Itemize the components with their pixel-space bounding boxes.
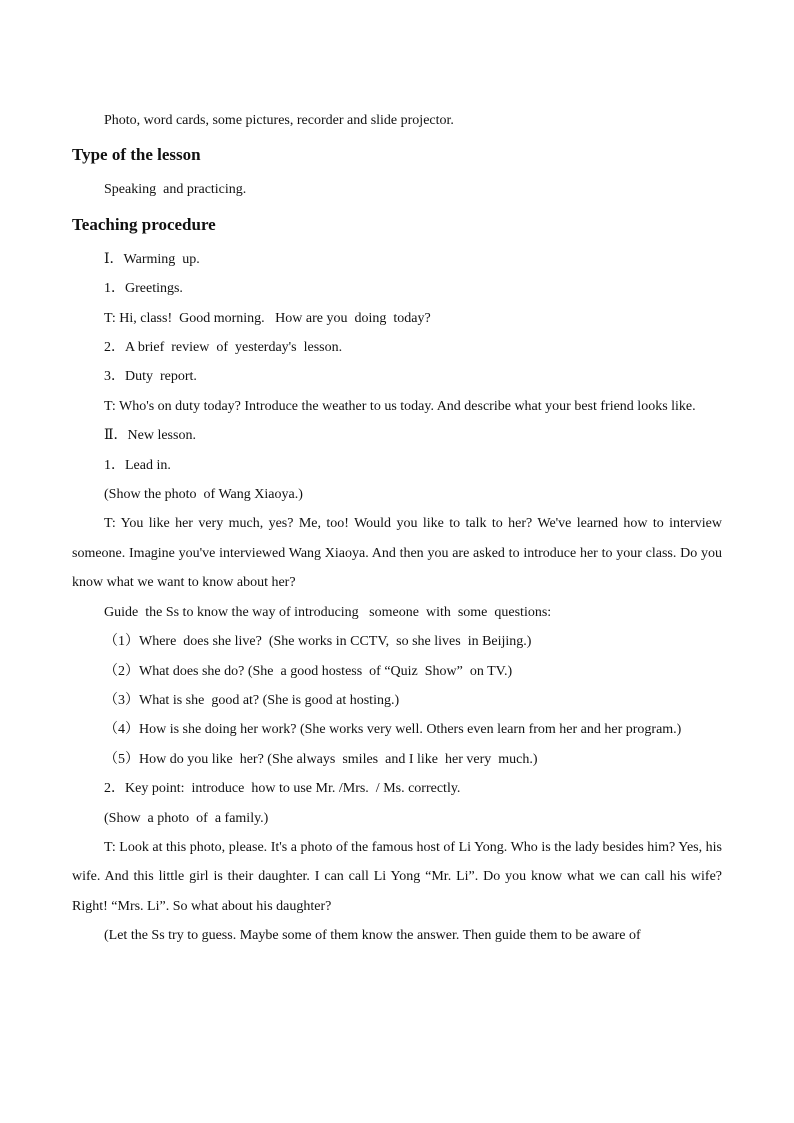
type-of-lesson-text: Speaking and practicing. [104,182,247,198]
section-new-lesson: Ⅱ．New lesson. [104,428,196,444]
show-photo-family: (Show a photo of a family.) [104,810,269,826]
question-2: （2）What does she do? (She a good hostess of “Quiz Show” on TV.) [104,663,513,679]
section-warming-up: Ⅰ．Warming up. [104,251,200,267]
document-body [72,106,722,951]
teacher-duty-question: T: Who's on duty today? Introduce the weather to us today. And describe what your best friend looks like. [104,398,696,414]
item-duty-report: 3．Duty report. [104,369,197,385]
teacher-interview-paragraph: T: You like her very much, yes? Me, too! Would you like to talk to her? We've learned how to interview someone. Imagine you've interviewed Wang Xiaoya. And then you are asked to introduce her to your class. Do you know what we want to know about her? [72,516,722,591]
materials-text: Photo, word cards, some pictures, recorder and slide projector. [104,113,454,128]
item-key-point: 2．Key point: introduce how to use Mr. /Mrs. / Ms. correctly. [104,781,461,797]
guess-paragraph: (Let the Ss try to guess. Maybe some of them know the answer. Then guide them to be aware of [104,928,641,944]
type-of-lesson-heading: Type of the lesson [72,145,201,165]
item-lead-in: 1．Lead in. [104,457,171,473]
question-5: （5）How do you like her? (She always smiles and I like her very much.) [104,751,538,767]
teacher-greeting: T: Hi, class! Good morning. How are you doing today? [104,310,431,326]
show-photo-wang: (Show the photo of Wang Xiaoya.) [104,487,303,503]
teacher-family-paragraph: T: Look at this photo, please. It's a photo of the famous host of Li Yong. Who is the lady besides him? Yes, his wife. And this little girl is their daughter. I can call Li Yong “Mr. Li”. Do you know what we can call his wife? Right! “Mrs. Li”. So what about his daughter? [72,839,722,914]
question-3: （3）What is she good at? (She is good at hosting.) [104,692,400,708]
item-review: 2．A brief review of yesterday's lesson. [104,340,343,356]
item-greetings: 1．Greetings. [104,281,183,297]
teaching-procedure-heading: Teaching procedure [72,214,216,234]
guide-questions: Guide the Ss to know the way of introducing someone with some questions: [104,604,552,620]
question-4: （4）How is she doing her work? (She works very well. Others even learn from her and her program.) [104,722,682,738]
question-1: （1）Where does she live? (She works in CCTV, so she lives in Beijing.) [104,634,532,650]
